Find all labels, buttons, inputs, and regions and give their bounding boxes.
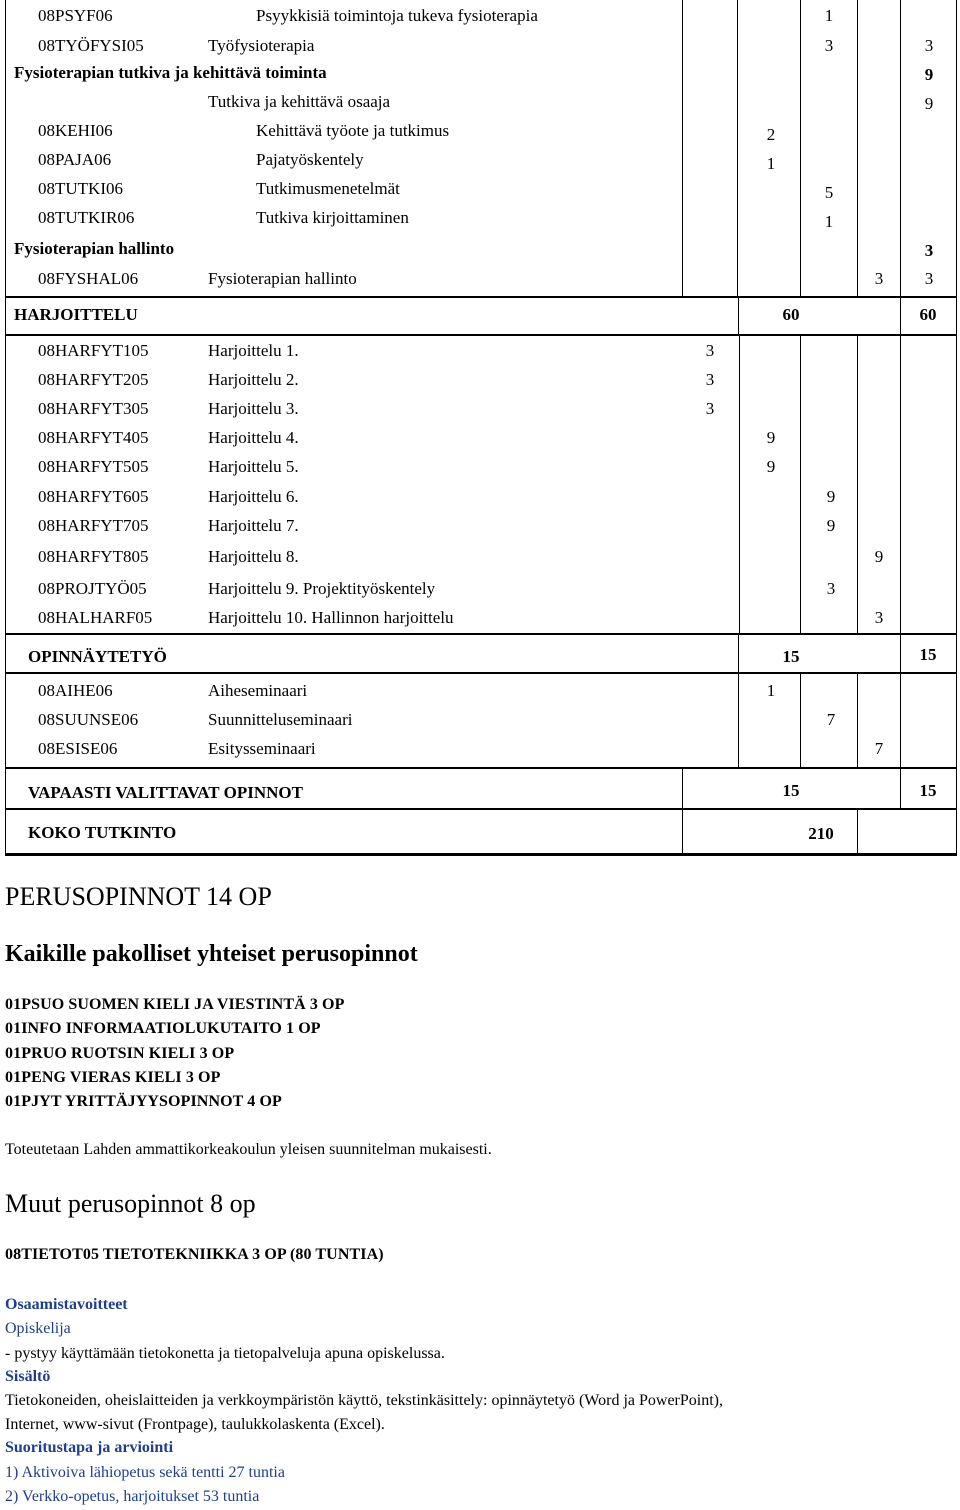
course-code: 08ESISE06 [38, 739, 118, 758]
section-subtotal: 15 [782, 647, 800, 666]
col-line [900, 336, 901, 634]
course-name: Suunnitteluseminaari [208, 710, 353, 729]
credit-value: 3 [924, 36, 934, 55]
subheading-osaamistavoitteet: Osaamistavoitteet [5, 1296, 128, 1313]
course-heading: 08TIETOT05 TIETOTEKNIIKKA 3 OP (80 TUNTIA) [5, 1246, 384, 1263]
text-osaamis-line: - pystyy käyttämään tietokonetta ja tietopalveluja apuna opiskelussa. [5, 1345, 445, 1362]
text-opiskelija: Opiskelija [5, 1320, 71, 1337]
section-total: 15 [919, 645, 937, 664]
section-title: Fysioterapian hallinto [14, 239, 175, 258]
section-title: OPINNÄYTETYÖ [28, 647, 167, 666]
subheading-suoritustapa: Suoritustapa ja arviointi [5, 1439, 174, 1456]
implementation-note: Toteutetaan Lahden ammattikorkeakoulun yleisen suunnitelman mukaisesti. [5, 1141, 492, 1158]
table-border-left [5, 0, 6, 855]
course-code: 08HARFYT705 [38, 516, 149, 535]
course-name: Tutkiva ja kehittävä osaaja [208, 92, 391, 111]
course-name: Harjoittelu 6. [208, 487, 299, 506]
col-line [857, 810, 858, 855]
heading-perusopinnot: PERUSOPINNOT 14 OP [5, 882, 272, 911]
text-suoritus-1: 1) Aktivoiva lähiopetus sekä tentti 27 tuntia [5, 1464, 285, 1481]
credit-value: 1 [766, 154, 776, 173]
course-name: Kehittävä työote ja tutkimus [256, 121, 450, 140]
course-name: Harjoittelu 3. [208, 399, 299, 418]
course-code: 08HARFYT605 [38, 487, 149, 506]
course-code: 08PSYF06 [38, 6, 113, 25]
credit-value: 9 [826, 487, 836, 506]
course-code: 08PROJTYÖ05 [38, 579, 147, 598]
section-total: 15 [919, 781, 937, 800]
section-total: 9 [924, 65, 934, 84]
course-name: Harjoittelu 2. [208, 370, 299, 389]
credit-value: 3 [924, 269, 934, 288]
col-line [738, 635, 739, 768]
credit-value: 3 [874, 269, 884, 288]
text-sisalto-1: Tietokoneiden, oheislaitteiden ja verkkoympäristön käyttö, tekstinkäsittely: opinnäytetyö (Word ja PowerPoint), [5, 1392, 723, 1409]
course-code: 08HARFYT805 [38, 547, 149, 566]
course-name: Harjoittelu 4. [208, 428, 299, 447]
text-suoritus-2: 2) Verkko-opetus, harjoitukset 53 tuntia [5, 1488, 260, 1505]
course-name: Harjoittelu 10. Hallinnon harjoittelu [208, 608, 454, 627]
row-separator [5, 633, 957, 635]
course-code: 08HARFYT105 [38, 341, 149, 360]
col-line [682, 0, 683, 297]
credit-value: 3 [705, 341, 715, 360]
credit-value: 7 [826, 710, 836, 729]
course-code: 08FYSHAL06 [38, 269, 139, 288]
course-name: Psyykkisiä toimintoja tukeva fysioterapia [256, 6, 538, 25]
credit-value: 1 [824, 212, 834, 231]
course-item: 01PRUO RUOTSIN KIELI 3 OP [5, 1045, 235, 1062]
course-code: 08KEHI06 [38, 121, 113, 140]
col-line [800, 336, 801, 634]
credit-value: 3 [826, 579, 836, 598]
col-line [682, 769, 683, 855]
credit-value: 9 [766, 457, 776, 476]
course-code: 08HARFYT405 [38, 428, 149, 447]
heading-muut: Muut perusopinnot 8 op [5, 1189, 256, 1218]
course-name: Esitysseminaari [208, 739, 316, 758]
col-line [738, 298, 739, 335]
course-code: 08TYÖFYSI05 [38, 36, 144, 55]
credit-value: 9 [874, 547, 884, 566]
row-separator [5, 808, 957, 810]
course-code: 08HARFYT305 [38, 399, 149, 418]
course-code: 08TUTKIR06 [38, 208, 135, 227]
section-subtotal: 15 [782, 781, 800, 800]
course-code: 08SUUNSE06 [38, 710, 139, 729]
credit-value: 5 [824, 183, 834, 202]
course-code: 08HARFYT205 [38, 370, 149, 389]
course-name: Fysioterapian hallinto [208, 269, 357, 288]
course-name: Harjoittelu 1. [208, 341, 299, 360]
degree-total: 210 [808, 824, 834, 843]
course-code: 08AIHE06 [38, 681, 113, 700]
section-subtotal: 60 [782, 305, 800, 324]
row-separator [5, 672, 957, 674]
col-line [800, 674, 801, 768]
credit-value: 9 [826, 516, 836, 535]
section-title: VAPAASTI VALITTAVAT OPINNOT [28, 783, 303, 802]
text-sisalto-2: Internet, www-sivut (Frontpage), taulukkolaskenta (Excel). [5, 1416, 385, 1433]
section-title: HARJOITTELU [14, 305, 138, 324]
table-border-bottom [5, 853, 957, 856]
course-code: 08PAJA06 [38, 150, 112, 169]
col-line [737, 0, 738, 297]
col-line [857, 0, 858, 297]
section-total: 60 [919, 305, 937, 324]
course-code: 08HALHARF05 [38, 608, 153, 627]
course-item: 01INFO INFORMAATIOLUKUTAITO 1 OP [5, 1020, 321, 1037]
credit-value: 3 [874, 608, 884, 627]
row-separator [5, 334, 957, 336]
col-line [800, 0, 801, 297]
credit-value: 3 [705, 370, 715, 389]
col-line [900, 0, 901, 297]
course-name: Aiheseminaari [208, 681, 308, 700]
col-line [739, 336, 740, 634]
section-total: 3 [924, 241, 934, 260]
heading-kaikille: Kaikille pakolliset yhteiset perusopinnot [5, 941, 418, 967]
table-border-right [956, 0, 957, 855]
course-name: Harjoittelu 8. [208, 547, 299, 566]
credit-value: 3 [705, 399, 715, 418]
credit-value: 1 [766, 681, 776, 700]
subheading-sisalto: Sisältö [5, 1368, 51, 1385]
section-title: KOKO TUTKINTO [28, 823, 177, 842]
col-line [900, 635, 901, 768]
course-code: 08HARFYT505 [38, 457, 149, 476]
section-title: Fysioterapian tutkiva ja kehittävä toiminta [14, 63, 327, 82]
row-separator [5, 767, 957, 769]
row-separator [5, 296, 957, 298]
credit-value: 2 [766, 125, 776, 144]
course-name: Pajatyöskentely [256, 150, 364, 169]
course-name: Työfysioterapia [208, 36, 315, 55]
course-name: Harjoittelu 7. [208, 516, 299, 535]
course-code: 08TUTKI06 [38, 179, 123, 198]
course-item: 01PJYT YRITTÄJYYSOPINNOT 4 OP [5, 1093, 282, 1110]
course-name: Tutkiva kirjoittaminen [256, 208, 409, 227]
col-line [857, 336, 858, 634]
col-line [900, 769, 901, 809]
course-name: Tutkimusmenetelmät [256, 179, 400, 198]
credit-value: 1 [824, 6, 834, 25]
col-line [857, 674, 858, 768]
credit-value: 3 [824, 36, 834, 55]
course-name: Harjoittelu 5. [208, 457, 299, 476]
course-name: Harjoittelu 9. Projektityöskentely [208, 579, 436, 598]
credit-value: 9 [924, 94, 934, 113]
course-item: 01PSUO SUOMEN KIELI JA VIESTINTÄ 3 OP [5, 996, 345, 1013]
credit-value: 7 [874, 739, 884, 758]
credit-value: 9 [766, 428, 776, 447]
col-line [900, 298, 901, 335]
course-item: 01PENG VIERAS KIELI 3 OP [5, 1069, 221, 1086]
